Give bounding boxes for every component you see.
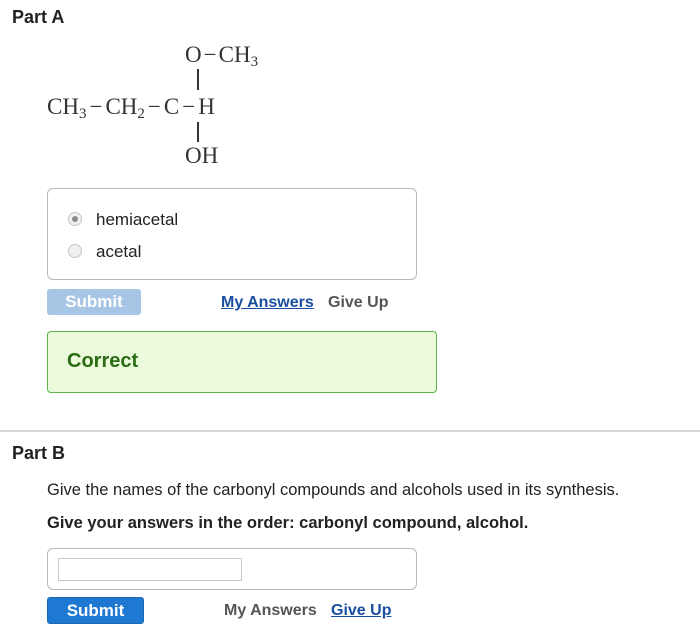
give-up-link-part-a[interactable]: Give Up [328,294,389,311]
bond-o-ch3: − [203,42,217,67]
bond-vertical-lower [197,122,199,142]
hydrogen-atom: H [198,94,215,119]
feedback-correct-text: Correct [67,350,139,372]
submit-button-part-b[interactable]: Submit [47,597,144,624]
answer-box [47,548,417,590]
radio-selected-icon[interactable] [68,212,82,226]
chemical-structure [0,0,700,190]
methyl-subscript: 3 [78,106,87,122]
section-divider [0,430,700,432]
central-carbon: C [163,94,180,119]
methylene-subscript: 2 [137,106,145,122]
oxygen-atom: O [185,42,202,67]
methyl-group: CH [47,94,79,119]
part-a-title: Part A [12,7,65,27]
bond-vertical-upper [197,69,199,90]
choice-label-hemiacetal[interactable]: hemiacetal [96,210,179,229]
part-b-title: Part B [12,443,66,463]
instruction-text: Give your answers in the order: carbonyl compound, alcohol. [47,514,529,532]
methylene-group: CH [105,94,138,119]
answer-input[interactable] [58,558,242,581]
submit-button-part-a[interactable]: Submit [47,289,141,315]
give-up-link-part-b[interactable]: Give Up [331,602,392,619]
bond-ch3-ch2: − [89,94,103,119]
answer-choices-box [47,188,417,280]
bond-ch2-c: − [147,94,161,119]
structure-top-row [185,42,258,68]
hydroxyl-group: OH [185,143,219,168]
feedback-box [47,331,437,393]
my-answers-link-part-a[interactable]: My Answers [221,294,314,311]
choice-label-acetal[interactable]: acetal [96,242,142,261]
structure-main-row [47,94,215,120]
question-text: Give the names of the carbonyl compounds and alcohols used in its synthesis. [47,481,620,499]
radio-dot-icon [72,216,78,222]
methyl-group-top: CH [218,42,251,67]
my-answers-link-part-b[interactable]: My Answers [224,602,317,619]
methyl-subscript-top: 3 [250,54,259,70]
radio-unselected-icon[interactable] [68,244,82,258]
bond-c-h: − [182,94,196,119]
